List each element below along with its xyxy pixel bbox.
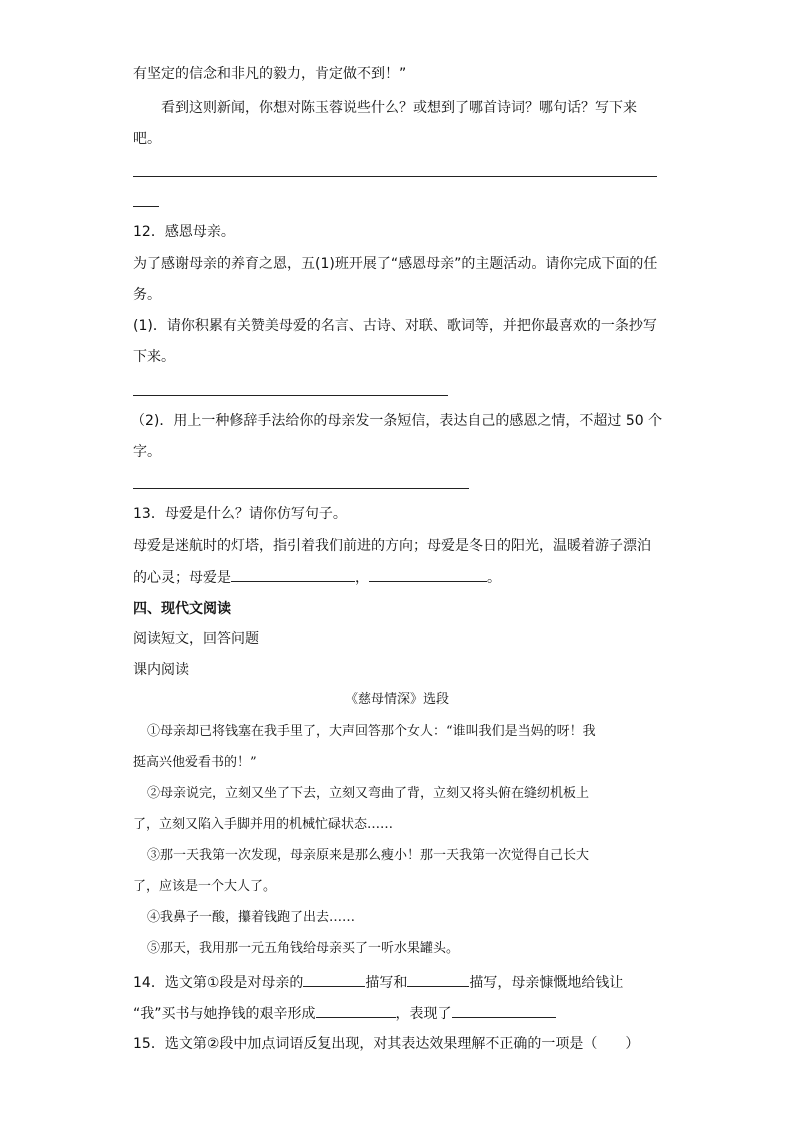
- question-text: [133, 972, 623, 992]
- passage-paragraph: ②母亲说完，立刻又坐了下去，立刻又弯曲了背，立刻又将头俯在缝纫机板上: [147, 786, 590, 801]
- question-text: 15．选文第②段中加点词语反复出现，对其表达效果理解不正确的一项是（ ）: [133, 1036, 640, 1052]
- text-fragment: “我”买书与她挣钱的艰辛形成: [133, 1006, 316, 1022]
- answer-line[interactable]: [133, 395, 448, 396]
- answer-line[interactable]: [133, 206, 159, 207]
- question-text: 务。: [133, 287, 161, 303]
- sub-question: 下来。: [133, 349, 175, 365]
- text-fragment: 的心灵；母爱是: [133, 570, 231, 586]
- passage-paragraph: ④我鼻子一酸，攥着钱跑了出去……: [147, 910, 356, 925]
- text-line: 吧。: [133, 131, 161, 147]
- instruction-text: 课内阅读: [133, 662, 189, 678]
- fill-blank[interactable]: [407, 972, 469, 987]
- question-title: 12．感恩母亲。: [133, 224, 235, 240]
- answer-line[interactable]: [133, 488, 469, 489]
- answer-line[interactable]: [133, 176, 657, 177]
- question-title: 13．母爱是什么？请你仿写句子。: [133, 506, 347, 522]
- passage-paragraph: ①母亲却已将钱塞在我手里了，大声回答那个女人：“谁叫我们是当妈的呀！我: [147, 724, 596, 739]
- fill-blank[interactable]: [231, 567, 355, 582]
- text-fragment: ，: [355, 570, 369, 586]
- passage-paragraph: ⑤那天，我用那一元五角钱给母亲买了一听水果罐头。: [147, 941, 460, 956]
- passage-paragraph: 了，立刻又陷入手脚并用的机械忙碌状态……: [133, 817, 394, 832]
- fill-blank[interactable]: [452, 1003, 556, 1018]
- passage-paragraph: 挺高兴他爱看书的！”: [133, 755, 257, 770]
- section-heading: 四、现代文阅读: [133, 601, 231, 617]
- text-fragment: ，表现了: [395, 1006, 452, 1022]
- question-text: 为了感谢母亲的养育之恩，五(1)班开展了“感恩母亲”的主题活动。请你完成下面的任: [133, 256, 658, 272]
- sub-question: 字。: [133, 444, 161, 460]
- instruction-text: 阅读短文，回答问题: [133, 631, 259, 647]
- text-fragment: 。: [487, 570, 501, 586]
- fill-blank[interactable]: [316, 1003, 396, 1018]
- question-prompt: 看到这则新闻，你想对陈玉蓉说些什么？或想到了哪首诗词？哪句话？写下来: [161, 100, 637, 116]
- passage-paragraph: 了，应该是一个大人了。: [133, 879, 277, 894]
- question-text: 母爱是迷航时的灯塔，指引着我们前进的方向；母爱是冬日的阳光，温暖着游子漂泊: [133, 538, 651, 554]
- fill-blank[interactable]: [303, 972, 365, 987]
- passage-title: 《慈母情深》选段: [344, 692, 449, 707]
- sub-question: (1)．请你积累有关赞美母爱的名言、古诗、对联、歌词等，并把你最喜欢的一条抄写: [133, 318, 657, 334]
- text-line: 有坚定的信念和非凡的毅力，肯定做不到！”: [133, 66, 407, 82]
- question-text: [133, 1003, 556, 1023]
- sub-question: （2)．用上一种修辞手法给你的母亲发一条短信，表达自己的感恩之情，不超过 50 个: [131, 413, 663, 429]
- text-fragment: 描写和: [365, 975, 408, 991]
- text-fragment: 14．选文第①段是对母亲的: [133, 975, 304, 991]
- passage-paragraph: ③那一天我第一次发现，母亲原来是那么瘦小！那一天我第一次觉得自己长大: [147, 848, 590, 863]
- fill-blank[interactable]: [369, 567, 487, 582]
- question-text: [133, 567, 501, 587]
- text-fragment: 描写，母亲慷慨地给钱让: [469, 975, 624, 991]
